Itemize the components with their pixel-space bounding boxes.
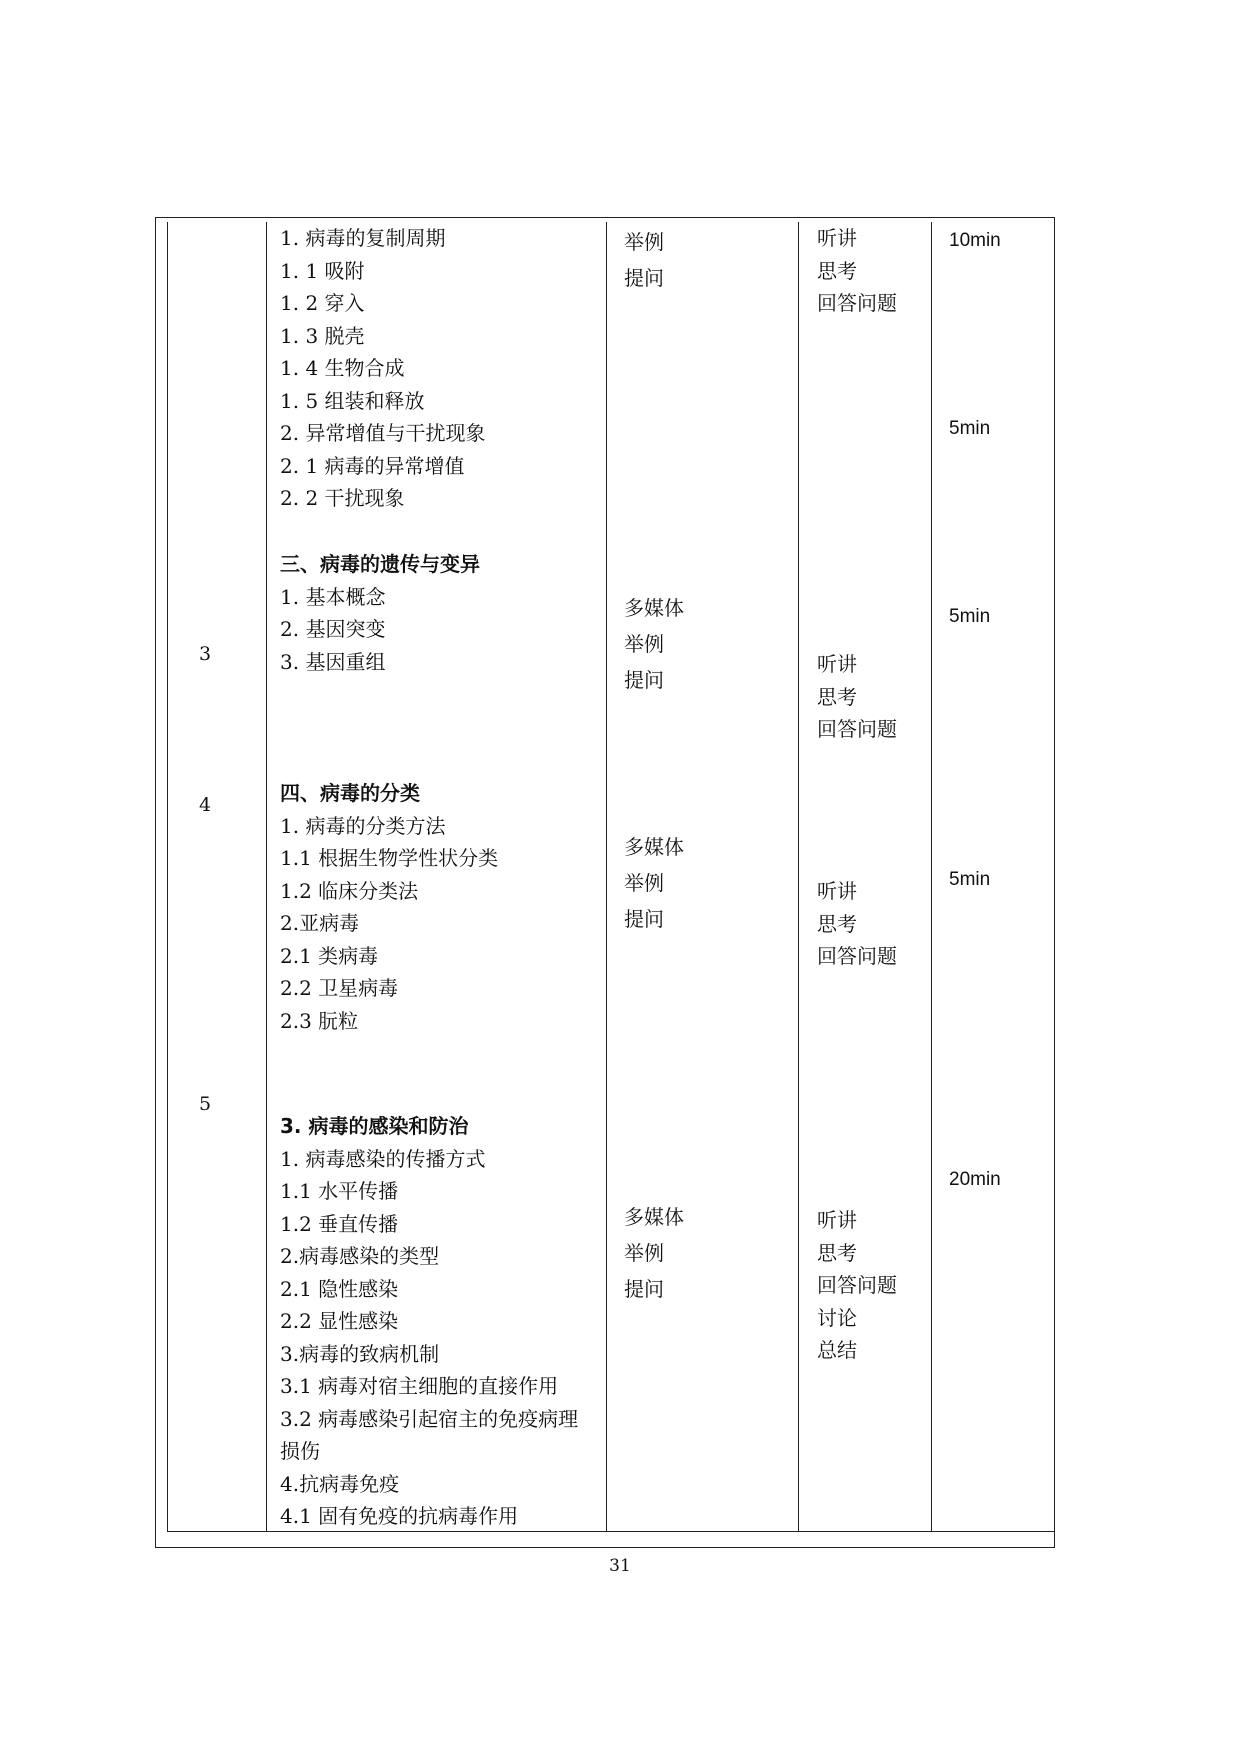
content-line: 1. 2 穿入	[280, 291, 365, 315]
method-block	[624, 590, 684, 698]
content-line: 2.病毒感染的类型	[280, 1244, 440, 1268]
method-line: 举例	[624, 871, 664, 895]
content-line: 1. 基本概念	[280, 584, 386, 609]
activity-line: 听讲	[817, 879, 857, 903]
column-divider	[931, 222, 932, 1531]
content-line: 1.2 临床分类法	[280, 878, 419, 903]
activity-line: 思考	[817, 258, 857, 283]
content-line: 1.1 根据生物学性状分类	[280, 846, 499, 870]
content-line: 1. 5 组装和释放	[280, 388, 425, 413]
content-line: 3.2 病毒感染引起宿主的免疫病理	[280, 1406, 579, 1431]
time-allocation: 5min	[949, 606, 991, 627]
content-line: 1. 1 吸附	[280, 258, 365, 283]
method-line: 多媒体	[624, 835, 684, 859]
content-block	[280, 777, 498, 1037]
activity-block	[817, 222, 897, 320]
activity-line: 听讲	[817, 226, 857, 250]
activity-line: 回答问题	[817, 291, 897, 315]
time-allocation: 5min	[949, 418, 991, 439]
content-line: 1. 4 生物合成	[280, 356, 405, 380]
content-line: 1.1 水平传播	[280, 1179, 399, 1203]
content-line: 2. 2 干扰现象	[280, 486, 405, 510]
method-line: 举例	[624, 230, 664, 254]
content-block	[280, 222, 485, 515]
content-line: 2.2 显性感染	[280, 1309, 399, 1333]
method-block	[624, 829, 684, 937]
activity-line: 讨论	[817, 1305, 857, 1330]
activity-line: 回答问题	[817, 944, 897, 968]
table-top-border	[155, 217, 1055, 218]
content-line: 1.2 垂直传播	[280, 1211, 399, 1236]
column-divider	[798, 222, 799, 1531]
content-line: 2.1 类病毒	[280, 943, 379, 968]
content-line: 4.1 固有免疫的抗病毒作用	[280, 1504, 519, 1528]
content-line: 2.亚病毒	[280, 911, 360, 935]
content-line: 损伤	[280, 1439, 320, 1463]
table-outer-left-border	[155, 217, 156, 1547]
row-number: 3	[198, 643, 212, 665]
content-line: 1. 3 脱壳	[280, 323, 365, 348]
section-heading: 3. 病毒的感染和防治	[280, 1114, 469, 1138]
content-line: 1. 病毒的分类方法	[280, 813, 446, 838]
row-number: 5	[198, 1093, 212, 1115]
time-allocation: 5min	[949, 869, 991, 890]
column-divider	[266, 222, 267, 1531]
content-line: 3. 基因重组	[280, 649, 386, 674]
content-line: 2.3 朊粒	[280, 1008, 359, 1033]
activity-line: 回答问题	[817, 717, 897, 741]
method-block	[624, 1199, 684, 1307]
method-line: 提问	[624, 907, 664, 931]
content-line: 1. 病毒感染的传播方式	[280, 1146, 486, 1171]
activity-line: 思考	[817, 911, 857, 936]
time-allocation: 20min	[949, 1169, 1001, 1190]
activity-block	[817, 648, 897, 746]
column-divider	[606, 222, 607, 1531]
activity-line: 回答问题	[817, 1273, 897, 1297]
activity-line: 思考	[817, 1240, 857, 1265]
method-line: 举例	[624, 632, 664, 656]
content-block	[280, 548, 480, 678]
method-line: 提问	[624, 1277, 664, 1301]
activity-line: 听讲	[817, 652, 857, 676]
content-line: 1. 病毒的复制周期	[280, 226, 446, 250]
method-line: 提问	[624, 266, 664, 290]
activity-block	[817, 1204, 897, 1367]
time-allocation: 10min	[949, 230, 1001, 251]
row-number: 4	[198, 794, 212, 816]
table-outer-bottom-border	[155, 1547, 1055, 1548]
content-line: 2.1 隐性感染	[280, 1276, 399, 1301]
method-line: 提问	[624, 668, 664, 692]
method-line: 举例	[624, 1241, 664, 1265]
content-line: 2.2 卫星病毒	[280, 976, 399, 1000]
section-heading: 三、病毒的遗传与变异	[280, 552, 480, 576]
content-line: 2. 基因突变	[280, 617, 386, 641]
method-block	[624, 224, 664, 296]
content-block	[280, 1110, 578, 1533]
method-line: 多媒体	[624, 596, 684, 620]
table-inner-left-border	[167, 222, 168, 1531]
activity-line: 听讲	[817, 1208, 857, 1232]
content-line: 2. 1 病毒的异常增值	[280, 453, 465, 478]
section-heading: 四、病毒的分类	[280, 781, 420, 805]
content-line: 2. 异常增值与干扰现象	[280, 421, 486, 445]
content-line: 4.抗病毒免疫	[280, 1471, 400, 1496]
table-right-border	[1054, 217, 1055, 1547]
activity-line: 思考	[817, 684, 857, 709]
method-line: 多媒体	[624, 1205, 684, 1229]
content-line: 3.病毒的致病机制	[280, 1341, 440, 1366]
activity-line: 总结	[817, 1338, 857, 1362]
activity-block	[817, 875, 897, 973]
content-line: 3.1 病毒对宿主细胞的直接作用	[280, 1374, 559, 1398]
page-number: 31	[609, 1556, 631, 1576]
